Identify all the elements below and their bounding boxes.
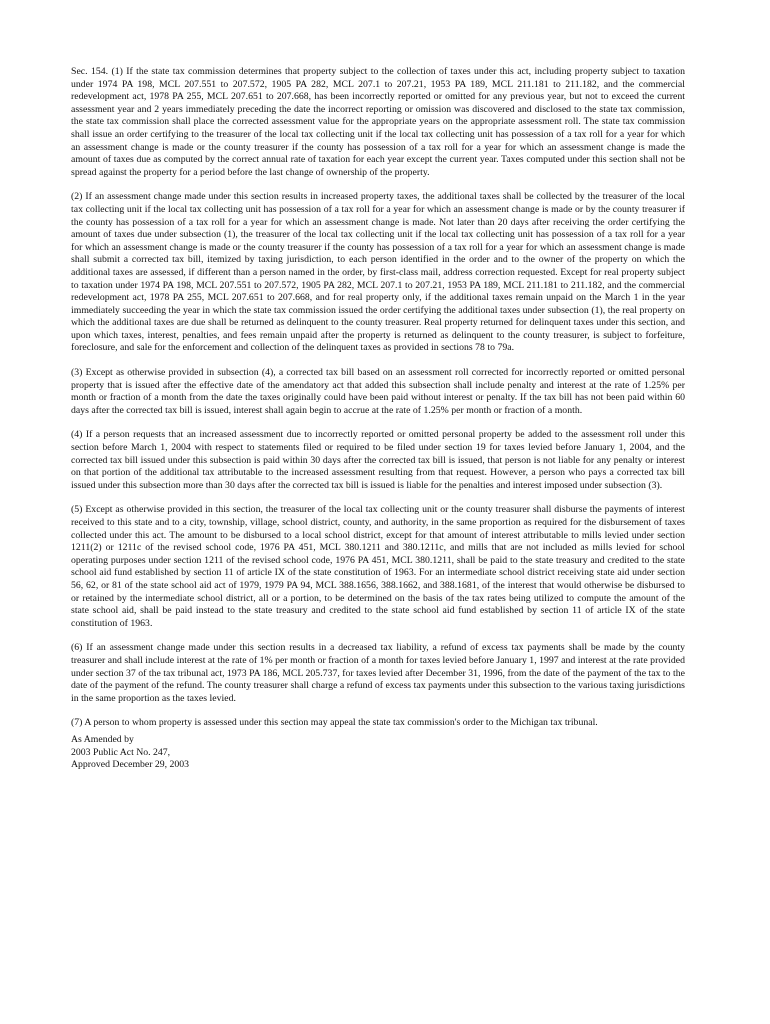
paragraph-subsection-5: (5) Except as otherwise provided in this section, the treasurer of the local tax collecting unit or the county treasurer shall disburse the payments of interest received to this state and to a city, township, village, school district, county, and authority, in the same proportion as required for the disbursement of taxes collected under this act. The amount to be disbursed to a local school district, except for that amount of interest attributable to mills levied under section 1211(2) or 1211c of the revised school code, 1976 PA 451, MCL 380.1211 and 380.1211c, and mills that are not included as mills levied for school operating purposes under section 1211 of the revised school code, 1976 PA 451, MCL 380.1211, shall be paid to the state treasury and credited to the state school aid fund established by section 11 of article IX of the state constitution of 1963. For an intermediate school district receiving state aid under section 56, 62, or 81 of the state school aid act of 1979, 1979 PA 94, MCL 388.1656, 388.1662, and 388.1681, of the interest that would otherwise be disbursed to or retained by the intermediate school district, all or a portion, to be determined on the basis of the tax rates being utilized to compute the amount of the state school aid, shall be paid instead to the state treasury and credited to the state school aid fund established by section 11 of article IX of the state constitution of 1963. — [71, 504, 685, 629]
paragraph-sec-154-1: Sec. 154. (1) If the state tax commission determines that property subject to the collection of taxes under this act, including property subject to taxation under 1974 PA 198, MCL 207.551 to 207.572, 1905 PA 282, MCL 207.1 to 207.21, 1953 PA 189, MCL 211.181 to 211.182, and the commercial redevelopment act, 1978 PA 255, MCL 207.651 to 207.668, has been incorrectly reported or omitted for any previous year, but not to exceed the current assessment year and 2 years immediately preceding the date the incorrect reporting or omission was discovered and disclosed to the state tax commission, the state tax commission shall place the corrected assessment value for the appropriate years on the appropriate assessment roll. The state tax commission shall issue an order certifying to the treasurer of the local tax collecting unit if the local tax collecting unit has possession of a tax roll for a year for which an assessment change is made or the county treasurer if the county has possession of a tax roll for a year for which an assessment change is made the amount of taxes due as computed by the correct annual rate of taxation for each year except the current year. Taxes computed under this section shall not be spread against the property for a period before the last change of ownership of the property. — [71, 66, 685, 178]
paragraph-subsection-3: (3) Except as otherwise provided in subsection (4), a corrected tax bill based on an assessment roll corrected for incorrectly reported or omitted personal property that is issued after the effective date of the amendatory act that added this subsection shall include penalty and interest at the rate of 1.25% per month or fraction of a month from the date the taxes originally could have been paid without interest or penalty. If the tax bill has not been paid within 60 days after the corrected tax bill is issued, interest shall again begin to accrue at the rate of 1.25% per month or fraction of a month. — [71, 367, 685, 416]
history-line-amended: As Amended by — [71, 733, 134, 745]
history-line-approved: Approved December 29, 2003 — [71, 759, 190, 771]
paragraph-subsection-6: (6) If an assessment change made under this section results in a decreased tax liability, a refund of excess tax payments shall be made by the county treasurer and shall include interest at the rate of 1% per month or fraction of a month for taxes levied before January 1, 1997 and interest at the rate provided under section 37 of the tax tribunal act, 1973 PA 186, MCL 205.737, for taxes levied after December 31, 1996, from the date of the payment of the tax to the date of the payment of the refund. The county treasurer shall charge a refund of excess tax payments under this subsection to the various taxing jurisdictions in the same proportion as the taxes levied. — [71, 642, 685, 704]
paragraph-subsection-2: (2) If an assessment change made under this section results in increased property taxes, the additional taxes shall be collected by the treasurer of the local tax collecting unit if the local tax collecting unit has possession of a tax roll for a year for which an assessment change is made or by the county treasurer if the county has possession of a tax roll for a year for which an assessment change is made. Not later than 20 days after receiving the order certifying the amount of taxes due under subsection (1), the treasurer of the local tax collecting unit if the local tax collecting unit has possession of a tax roll for a year for which an assessment change is made or the county treasurer if the county has possession of a tax roll for a year for which an assessment change is made shall submit a corrected tax bill, itemized by taxing jurisdiction, to each person identified in the order and to the owner of the property on which the additional taxes are assessed, if different than a person named in the order, by first-class mail, address correction requested. Except for real property subject to taxation under 1974 PA 198, MCL 207.551 to 207.572, 1905 PA 282, MCL 207.1 to 207.21, 1953 PA 189, MCL 211.181 to 211.182, and the commercial redevelopment act, 1978 PA 255, MCL 207.651 to 207.668, and for real property only, if the additional taxes remain unpaid on the March 1 in the year immediately succeeding the year in which the state tax commission issued the order certifying the additional taxes under subsection (1), the real property on which the additional taxes are due shall be returned as delinquent to the county treasurer. Real property returned for delinquent taxes under this section, and upon which taxes, interest, penalties, and fees remain unpaid after the property is returned as delinquent to the county treasurer, is subject to forfeiture, foreclosure, and sale for the enforcement and collection of the delinquent taxes as provided in sections 78 to 79a. — [71, 191, 685, 354]
statute-document — [71, 66, 685, 772]
amendment-history — [71, 734, 685, 772]
history-line-act: 2003 Public Act No. 247, — [71, 746, 171, 758]
paragraph-subsection-7: (7) A person to whom property is assessed under this section may appeal the state tax commission's order to the Michigan tax tribunal. — [71, 717, 598, 729]
paragraph-subsection-4: (4) If a person requests that an increased assessment due to incorrectly reported or omitted personal property be added to the assessment roll under this section before March 1, 2004 with respect to statements filed or required to be filed under section 19 for taxes levied before January 1, 2004, and the corrected tax bill issued under this subsection is paid within 30 days after the corrected tax bill is issued, that person is not liable for any penalty or interest on that portion of the additional tax attributable to the increased assessment resulting from that request. However, a person who pays a corrected tax bill issued under this subsection more than 30 days after the corrected tax bill is issued is liable for the penalties and interest imposed under subsection (3). — [71, 429, 685, 491]
